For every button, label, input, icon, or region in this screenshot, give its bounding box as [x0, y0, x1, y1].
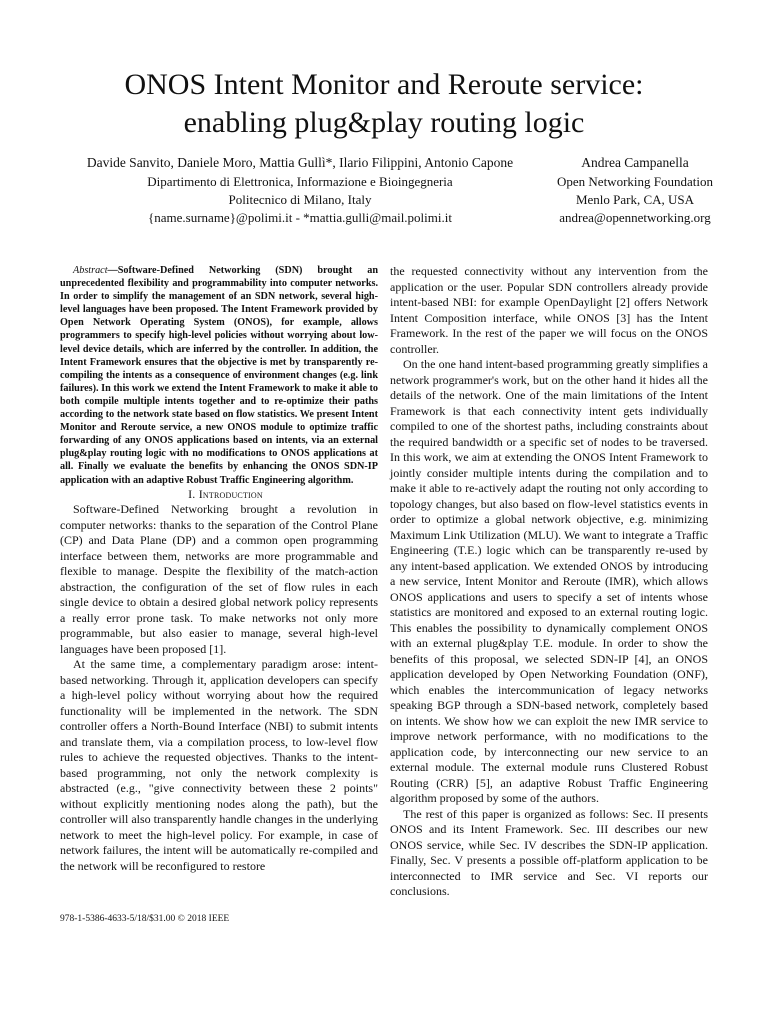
author-block-polimi [60, 154, 540, 227]
abstract-label: Abstract [73, 265, 108, 276]
paper-title [40, 66, 728, 142]
title-line-1: ONOS Intent Monitor and Reroute service: [124, 68, 644, 101]
author-location: Menlo Park, CA, USA [575, 192, 695, 207]
paragraph: the requested connectivity without any intervention from the application or the user. Popular SDN controllers already provide intent-based NBI: for example OpenDaylight [2] offers Network Intent Composition interface, while ONOS [3] has the Intent Framework. In the rest of the paper we will focus on the ONOS controller. [390, 264, 708, 356]
author-department: Dipartimento di Elettronica, Informazione e Bioingegneria [147, 174, 453, 189]
abstract [60, 264, 378, 487]
title-line-2: enabling plug&play routing logic [183, 106, 585, 139]
author-email: {name.surname}@polimi.it - *mattia.gulli@mail.polimi.it [148, 210, 452, 225]
author-names: Andrea Campanella [581, 155, 689, 170]
author-email: andrea@opennetworking.org [559, 210, 711, 225]
paragraph: On the one hand intent-based programming greatly simplifies a network programmer's work, but on the other hand it hides all the details of the network. One of the main limitations of the Intent Framework is that each connectivity intent gets individually compiled to one of the shortest paths, including constraints about the required bandwidth or a specific set of nodes to be traversed. In this work, we aim at extending the ONOS Intent Framework to jointly consider multiple intents during the compilation and to make it able to re-actively adapt the routing not only according to topology changes, but also based on flow-level statistics events in order to optimize a global network objective, e.g. minimizing Maximum Link Utilization (MLU). We want to integrate a Traffic Engineering (T.E.) logic which can be transparently re-used by any intent-based application. We extended ONOS by introducing a new service, Intent Monitor and Reroute (IMR), which allows ONOS applications and users to specify a set of intents whose statistics are monitored and exposed to an external routing logic. This enables the possibility to dynamically complement ONOS with an external plug&play T.E. module. In order to show the benefits of this proposal, we selected SDN-IP [4], an ONOS application developed by Open Networking Foundation (ONF), which enables the intercommunication of legacy networks speaking BGP through a SDN-based network, completely based on intents. We show how we can exploit the new IMR service to improve network performance, with no modifications to the application code, by interconnecting our new service to an external module. The external module runs Clustered Robust Routing (CRR) [5], an adaptive Robust Traffic Engineering algorithm proposed by some of the authors. [390, 357, 708, 805]
author-institution: Politecnico di Milano, Italy [228, 192, 372, 207]
copyright-footer: 978-1-5386-4633-5/18/$31.00 © 2018 IEEE [60, 914, 230, 924]
abstract-text: —Software-Defined Networking (SDN) brought an unprecedented flexibility and programmability into computer networks. In order to simplify the management of an SDN network, several high-level languages have been proposed. The Intent Framework provided by Open Network Operating System (ONOS), for example, allows programmers to specify high-level policies without worrying about low-level device details, which are inferred by the controller. In addition, the Intent Framework ensures that the objective is met by transparently re-compiling the intents as a consequence of environment changes (e.g. link failures). In this work we extend the Intent Framework to make it able to both compile multiple intents together and to re-optimize their paths according to the network state based on flow statistics. We present Intent Monitor and Reroute service, a new ONOS module to optimize traffic forwarding of any ONOS applications based on intents, via an external plug&play routing logic with no modifications to ONOS applications at all. Finally we evaluate the benefits by enhancing the ONOS SDN-IP application with an adaptive Robust Traffic Engineering algorithm. [60, 265, 378, 486]
paragraph: At the same time, a complementary paradigm arose: intent-based networking. Through it, application developers can specify a high-level policy without worrying about how the required functionality will be implemented in the network. The SDN controller offers a North-Bound Interface (NBI) to submit intents and translate them, via a compilation process, to low-level flow rules to achieve the requested objectives. Thanks to the intent-based programming, not only the network complexity is abstracted (e.g., "give connectivity between these 2 points" without explicitly mentioning nodes along the path), but the controller will also transparently handle changes in the underlying network to meet the high-level policy. For example, in case of network failures, the intent will be automatically re-compiled and the network will be reconfigured to restore [60, 657, 378, 873]
author-block-onf [520, 154, 750, 227]
paragraph: The rest of this paper is organized as follows: Sec. II presents ONOS and its Intent Framework. Sec. III describes our new ONOS service, while Sec. IV describes the SDN-IP application. Finally, Sec. V presents a possible off-platform application to be interconnected to IMR service and Sec. VI reports our conclusions. [390, 806, 708, 898]
section-heading-introduction: I. Introduction [188, 486, 263, 501]
right-column [390, 264, 708, 900]
author-names: Davide Sanvito, Daniele Moro, Mattia Gullì*, Ilario Filippini, Antonio Capone [86, 155, 514, 170]
paragraph: Software-Defined Networking brought a revolution in computer networks: thanks to the separation of the Control Plane (CP) and Data Plane (DP) and a common open programming interface between them, networks are more programmable and flexible to manage. Despite the flexibility of the match-action abstraction, the configuration of the set of flow rules in each single device to obtain a desired global network policy represents a really error prone task. To make networks not only more programmable, but also easier to manage, several high-level languages have been proposed [1]. [60, 502, 378, 656]
left-column [60, 264, 378, 874]
author-organization: Open Networking Foundation [557, 174, 713, 189]
